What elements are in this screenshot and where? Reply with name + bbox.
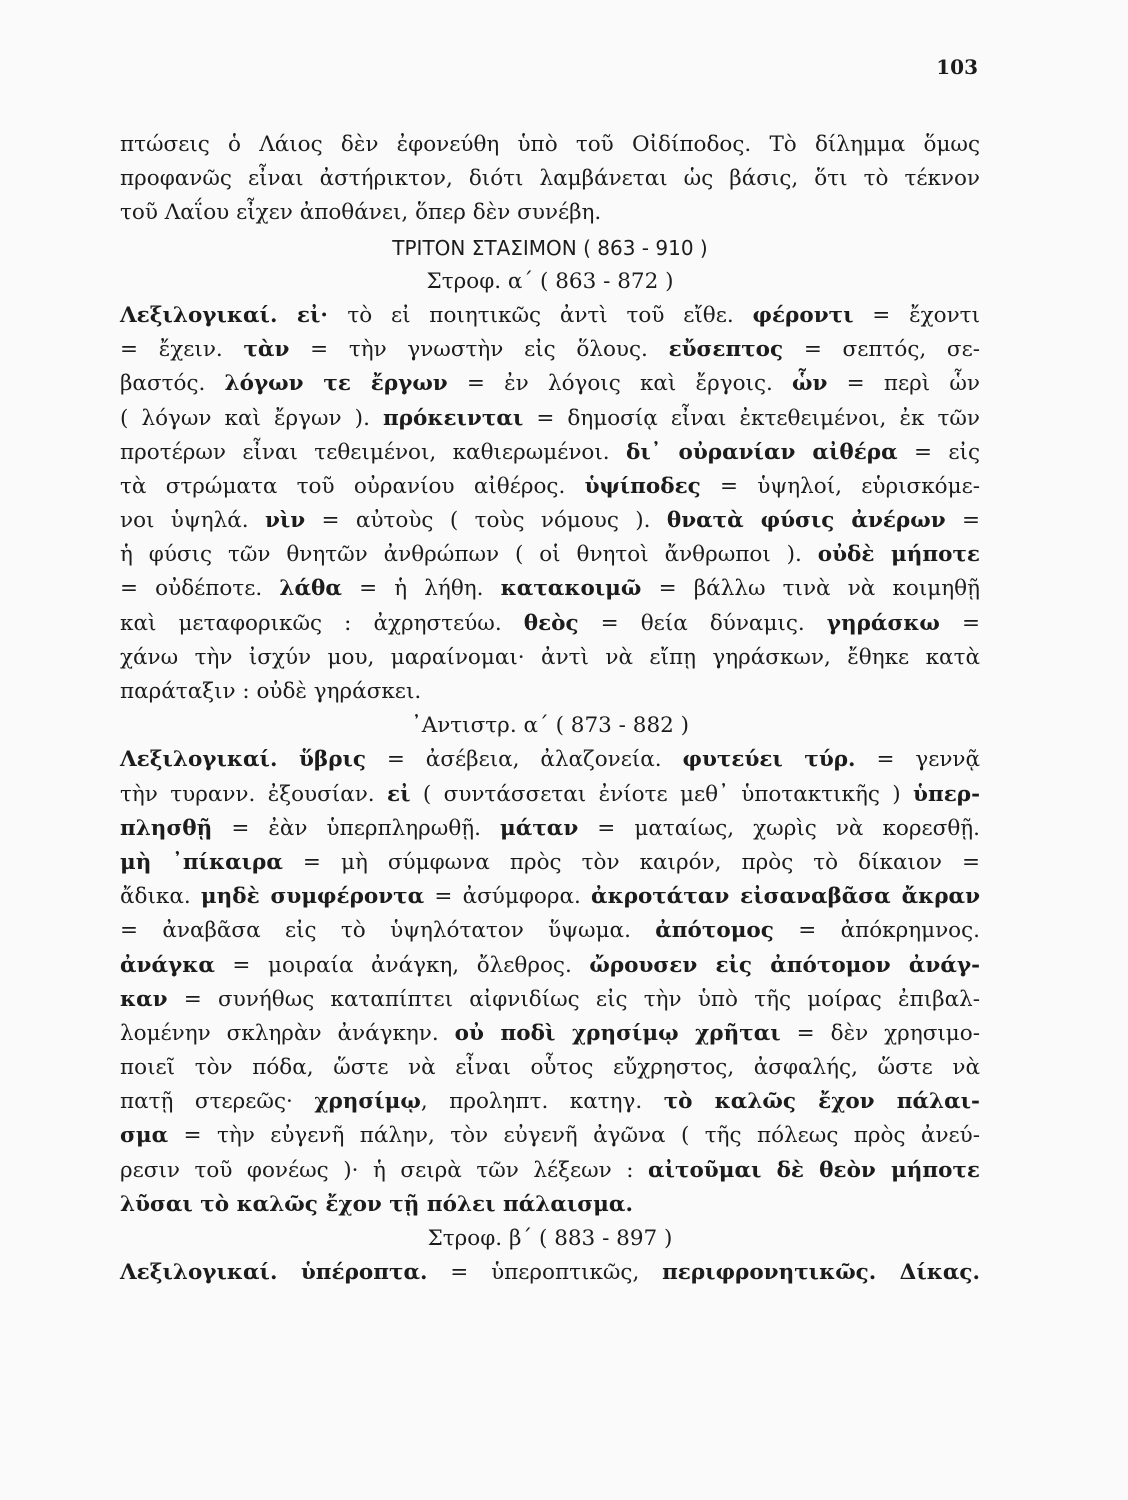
lemma-term: καν [120,986,168,1012]
lemma-term: ὑψίποδες [584,473,701,499]
page-number: 103 [936,55,978,79]
gloss-text: ( συντάσσεται ἐνίοτε μεθ᾽ ὑποτακτικῆς ) [410,781,914,807]
gloss-text: = ὑψηλοί, εὑρισκόμε- [700,473,980,499]
text-line [120,538,980,572]
text-line [120,162,980,196]
text-line [120,436,980,470]
gloss-text: Στροφ. α΄ ( 863 - 872 ) [426,268,674,294]
lemma-term: τὰν [243,337,290,363]
gloss-text: πτώσεις ὁ Λάιος δὲν ἐφονεύθη ὑπὸ τοῦ Οἰδίποδος. Τὸ δίλημμα ὅμως [120,132,980,157]
lemma-term: ἀνάγκα [120,952,215,978]
lemma-term: σμα [120,1123,169,1149]
gloss-text: ἄδικα. [120,884,201,910]
gloss-text: = μοιραία ἀνάγκη, ὄλεθρος. [214,952,590,978]
gloss-text: = [939,610,980,636]
gloss-text: = εἰς [897,439,980,465]
gloss-text: χάνω τὴν ἰσχύν μου, μαραίνομαι· ἀντὶ νὰ εἴπῃ γηράσκων, ἔθηκε κατὰ [120,644,980,670]
lemma-term: τὸ καλῶς ἔχον πάλαι- [663,1089,980,1115]
gloss-text: = ἔχειν. [120,337,244,363]
text-line [120,880,980,914]
gloss-text: ἡ φύσις τῶν θνητῶν ἀνθρώπων ( οἱ θνητοὶ ἄνθρωποι ). [120,542,818,568]
text-line [120,128,980,162]
gloss-text: = ἀσύμφορα. [424,884,592,910]
lemma-term: ὤρουσεν εἰς ἀπότομον ἀνάγ- [589,952,980,978]
gloss-text: Στροφ. β΄ ( 883 - 897 ) [427,1226,673,1251]
gloss-text: παράταξιν : οὐδὲ γηράσκει. [120,679,422,704]
section-heading [120,265,980,299]
lemma-term: θνατὰ φύσις ἀνέρων [666,508,946,534]
gloss-text: βαστός. [120,371,225,397]
lemma-term: μὴ ᾽πίκαιρα [120,849,283,875]
text-line [120,675,980,709]
gloss-text: = ἐὰν ὑπερπληρωθῇ. [212,815,501,841]
gloss-text: λομένην σκληρὰν ἀνάγκην. [120,1020,455,1046]
lemma-term: αἰτοῦμαι δὲ θεὸν μήποτε [648,1157,980,1183]
lemma-term: εὔσεπτος [668,337,784,363]
text-line [120,914,980,948]
text-line [120,1256,980,1290]
text-line [120,949,980,983]
lemma-term: ἀπότομος [655,918,774,944]
lemma-term: πρόκεινται [382,405,524,431]
gloss-text: = συνήθως καταπίπτει αἰφνιδίως εἰς τὴν ὑπὸ τῆς μοίρας ἐπιβαλ- [167,986,980,1012]
text-line [120,778,980,812]
gloss-text: = ματαίως, χωρὶς νὰ κορεσθῇ. [578,815,980,841]
lemma-term: πλησθῇ [120,815,213,841]
lemma-term: θεὸς [523,610,579,636]
text-line [120,504,980,538]
gloss-text: = ἀπόκρημνος. [773,918,980,944]
text-line [120,299,980,333]
text-line [120,846,980,880]
gloss-text: τὸ εἰ ποιητικῶς ἀντὶ τοῦ εἴθε. [347,302,753,328]
text-line [120,1154,980,1188]
gloss-text: = δημοσίᾳ εἶναι ἐκτεθειμένοι, ἐκ τῶν [523,405,980,431]
lemma-term: οὐδὲ μήποτε [817,542,980,568]
gloss-text: = ἔχοντι [853,302,980,328]
lemma-term: ὧν [792,371,828,397]
gloss-text: = ὑπεροπτικῶς, [427,1260,663,1286]
lemma-term: εἰ· [296,302,348,328]
text-line [120,402,980,436]
text-line [120,983,980,1017]
lemma-term: λόγων τε ἔργων [224,371,448,397]
gloss-text: = γεννᾷ [855,747,980,773]
gloss-text: = βάλλω τινὰ νὰ κοιμηθῇ [641,576,980,602]
lemma-term: ὑπερ- [913,781,980,807]
section-heading [120,1222,980,1256]
gloss-text: τὰ στρώματα τοῦ οὐρανίου αἰθέρος. [120,473,585,499]
gloss-text: πατῇ στερεῶς· [120,1089,315,1115]
gloss-text: ποιεῖ τὸν πόδα, ὥστε νὰ εἶναι οὗτος εὔχρηστος, ἀσφαλής, ὥστε νὰ [120,1055,980,1081]
text-block [120,128,980,1290]
lemma-term: ὑπέροπτα. [300,1260,428,1286]
gloss-text: , προληπτ. κατηγ. [420,1089,664,1115]
text-line [120,470,980,504]
gloss-text: ( λόγων καὶ ἔργων ). [120,405,383,431]
lemma-term: Λεξιλογικαί. [120,302,297,328]
gloss-text: ρεσιν τοῦ φονέως )· ἡ σειρὰ τῶν λέξεων : [120,1157,649,1183]
lemma-term: Λεξιλογικαί. [120,1260,301,1286]
lemma-term: φέροντι [752,302,854,328]
gloss-text: = αὐτοὺς ( τοὺς νόμους ). [305,508,667,534]
lemma-term: δι᾽ οὐρανίαν αἰθέρα [626,439,898,465]
gloss-text: = ἡ λήθη. [341,576,501,602]
lemma-term: ἀκροτάταν εἰσαναβᾶσα ἄκραν [591,884,980,910]
gloss-text: τὴν τυρανν. ἐξουσίαν. [120,781,388,807]
text-line [120,607,980,641]
gloss-text: = περὶ ὧν [827,371,980,397]
text-line [120,641,980,675]
section-heading [120,709,980,743]
lemma-term: φυτεύει τύρ. [682,747,856,773]
text-line [120,1188,980,1222]
gloss-text: ᾽Αντιστρ. α΄ ( 873 - 882 ) [410,713,690,739]
text-line [120,743,980,777]
gloss-text: = θεία δύναμις. [578,610,827,636]
gloss-text: = μὴ σύμφωνα πρὸς τὸν καιρόν, πρὸς τὸ δίκαιον = [282,849,981,875]
gloss-text: = [945,508,980,534]
gloss-text: προτέρων εἶναι τεθειμένοι, καθιερωμένοι. [120,439,627,465]
lemma-term: χρησίμῳ [314,1089,421,1115]
gloss-text: καὶ μεταφορικῶς : ἀχρηστεύω. [120,610,524,636]
lemma-term: οὐ ποδὶ χρησίμῳ χρῆται [454,1020,781,1046]
gloss-text: τοῦ Λαΐου εἶχεν ἀποθάνει, ὅπερ δὲν συνέβη. [120,200,602,226]
text-line [120,1119,980,1153]
lemma-term: νὶν [264,508,306,534]
gloss-text: = ἐν λόγοις καὶ ἔργοις. [447,371,793,397]
lemma-term: μηδὲ συμφέροντα [200,884,425,910]
gloss-text: προφανῶς εἶναι ἀστήρικτον, διότι λαμβάνεται ὡς βάσις, ὅτι τὸ τέκνον [120,166,980,192]
text-line [120,196,980,230]
gloss-text: = τὴν εὐγενῆ πάλην, τὸν εὐγενῆ ἀγῶνα ( τῆς πόλεως πρὸς ἀνεύ- [168,1123,980,1149]
gloss-text: νοι ὑψηλά. [120,508,265,534]
text-line [120,1085,980,1119]
gloss-text: = σεπτός, σε- [783,337,980,363]
lemma-term: λάθα [279,576,342,602]
lemma-term: Λεξιλογικαί. [120,747,299,773]
lemma-term: ὕβρις [299,747,366,773]
text-line [120,1051,980,1085]
lemma-term: μάταν [500,815,579,841]
gloss-text: = δὲν χρησιμο- [780,1020,980,1046]
text-line [120,333,980,367]
lemma-term: γηράσκω [826,610,940,636]
text-line [120,367,980,401]
text-line [120,572,980,606]
gloss-text: = οὐδέποτε. [120,576,280,602]
text-line [120,812,980,846]
lemma-term: λῦσαι τὸ καλῶς ἔχον τῇ πόλει πάλαισμα. [120,1191,633,1217]
gloss-text: = τὴν γνωστὴν εἰς ὅλους. [289,337,669,363]
text-line [120,1017,980,1051]
lemma-term: εἰ [387,781,411,807]
lemma-term: κατακοιμῶ [500,576,642,602]
section-heading [120,231,980,265]
gloss-text: = ἀσέβεια, ἀλαζονεία. [366,747,683,773]
gloss-text: ΤΡΙΤΟΝ ΣΤΑΣΙΜΟΝ ( 863 - 910 ) [392,235,708,260]
lemma-term: περιφρονητικῶς. Δίκας. [662,1260,980,1286]
gloss-text: = ἀναβᾶσα εἰς τὸ ὑψηλότατον ὕψωμα. [120,918,656,944]
